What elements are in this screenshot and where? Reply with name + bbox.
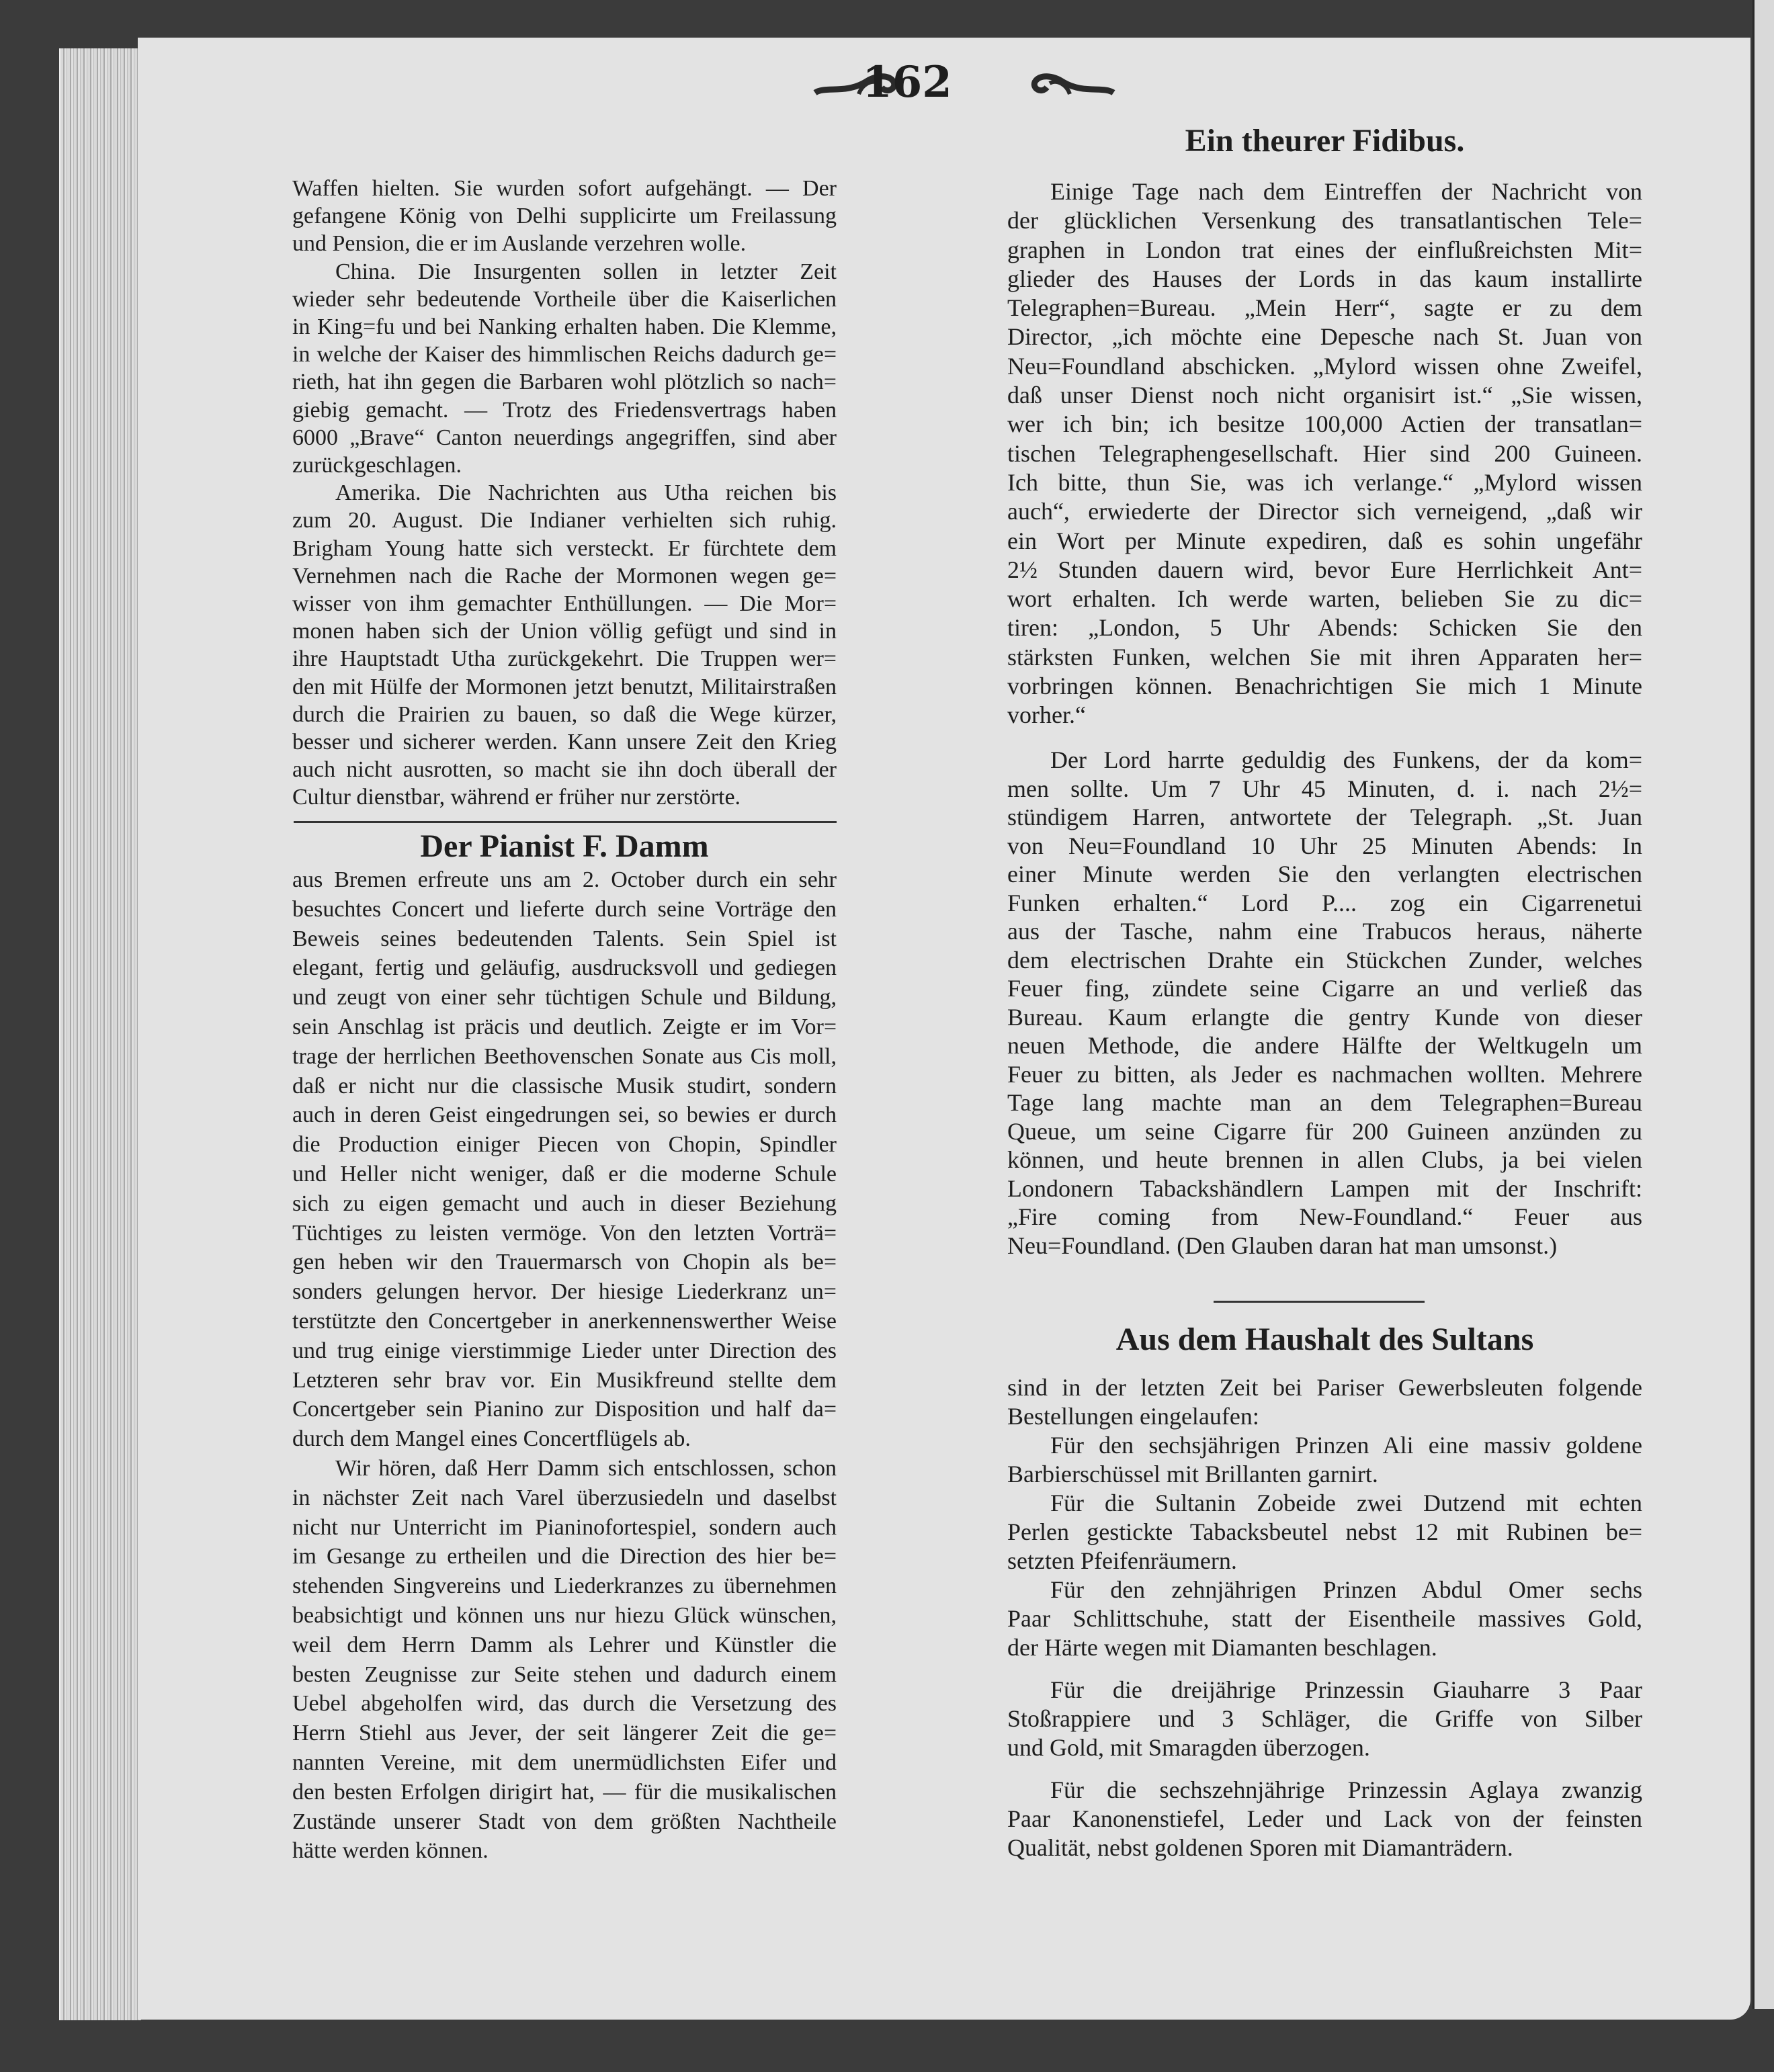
text-line: Neu=Foundland abschicken. „Mylord wissen ohne Zweifel, <box>1007 352 1642 380</box>
text-line: wer ich bin; ich besitze 100,000 Actien der transatlan= <box>1007 411 1642 438</box>
text-line: Einige Tage nach dem Eintreffen der Nachricht von <box>1050 178 1642 205</box>
text-line: besser und sicherer werden. Kann unsere Zeit den Krieg <box>292 730 837 755</box>
text-line: Paar Kanonenstiefel, Leder und Lack von der feinsten <box>1007 1805 1642 1832</box>
text-line: Tage lang machte man an dem Telegraphen=Bureau <box>1007 1089 1642 1116</box>
text-line: elegant, fertig und geläufig, ausdrucksvoll und gediegen <box>292 955 837 981</box>
paragraph <box>1007 1575 1642 1662</box>
text-line: in nächster Zeit nach Varel überzusiedeln und daselbst <box>292 1485 837 1510</box>
text-line: vorher.“ <box>1007 701 1086 729</box>
text-line: und Heller nicht weniger, daß er die moderne Schule <box>292 1161 837 1186</box>
text-line: wieder sehr bedeutende Vortheile über die Kaiserlichen <box>292 286 837 312</box>
text-line: Brigham Young hatte sich versteckt. Er fürchtete dem <box>292 535 837 561</box>
text-line: den besten Erfolgen dirigirt hat, — für die musikalischen <box>292 1779 837 1805</box>
article-sultan <box>1007 1373 1642 1862</box>
text-line: auch“, erwiederte der Director sich verneigend, „daß wir <box>1007 498 1642 525</box>
text-line: graphen in London trat eines der einflußreichsten Mit= <box>1007 236 1642 263</box>
text-line: stärksten Funken, welchen Sie mit ihren Apparaten her= <box>1007 643 1642 671</box>
text-line: einer Minute werden Sie den verlangten electrischen <box>1007 861 1642 888</box>
text-line: hätte werden können. <box>292 1838 489 1864</box>
text-line: der glücklichen Versenkung des transatlantischen Tele= <box>1007 207 1642 234</box>
text-line: stündigem Harren, antwortete der Telegraph. „St. Juan <box>1007 804 1642 830</box>
text-line: Funken erhalten.“ Lord P.... zog ein Cigarrenetui <box>1007 889 1642 916</box>
text-line: der Härte wegen mit Diamanten beschlagen. <box>1007 1634 1437 1661</box>
text-line: und trug einige vierstimmige Lieder unter Direction des <box>292 1338 837 1363</box>
text-line: men sollte. Um 7 Uhr 45 Minuten, d. i. nach 2½= <box>1007 775 1642 802</box>
heading-pianist: Der Pianist F. Damm <box>420 828 709 864</box>
text-line: neuen Methode, die andere Hälfte der Weltkugeln um <box>1007 1032 1642 1059</box>
text-line: wisser von ihm gemachter Enthüllungen. — Die Mor= <box>292 591 837 617</box>
text-line: Beweis seines bedeutenden Talents. Sein Spiel ist <box>292 926 837 951</box>
text-line: Perlen gestickte Tabacksbeutel nebst 12 mit Rubinen be= <box>1007 1518 1642 1545</box>
text-line: sein Anschlag ist präcis und deutlich. Zeigte er im Vor= <box>292 1014 837 1039</box>
text-line: tiren: „London, 5 Uhr Abends: Schicken Sie den <box>1007 614 1642 642</box>
text-line: zum 20. August. Die Indianer verhielten sich ruhig. <box>292 508 837 533</box>
text-line: Für die sechszehnjährige Prinzessin Aglaya zwanzig <box>1050 1776 1642 1803</box>
right-ornament-icon <box>1029 67 1117 101</box>
text-line: Paar Schlittschuhe, statt der Eisentheile massives Gold, <box>1007 1605 1642 1632</box>
text-line: 2½ Stunden dauern wird, bevor Eure Herrlichkeit Ant= <box>1007 556 1642 583</box>
text-line: Bureau. Kaum erlangte die gentry Kunde von dieser <box>1007 1003 1642 1031</box>
text-line: Feuer zu bitten, als Jeder es nachmachen wollten. Mehrere <box>1007 1060 1642 1088</box>
text-line: Zustände unserer Stadt von dem größten Nachtheile <box>292 1809 837 1834</box>
text-line: sonders gelungen hervor. Der hiesige Liederkranz un= <box>292 1279 837 1305</box>
text-line: Für den sechsjährigen Prinzen Ali eine massiv goldene <box>1050 1432 1642 1459</box>
text-line: Barbierschüssel mit Brillanten garnirt. <box>1007 1461 1378 1487</box>
text-line: Queue, um seine Cigarre für 200 Guineen anzünden zu <box>1007 1117 1642 1145</box>
text-line: tischen Telegraphengesellschaft. Hier sind 200 Guineen. <box>1007 439 1642 467</box>
text-line: Telegraphen=Bureau. „Mein Herr“, sagte er zu dem <box>1007 294 1642 322</box>
paragraph <box>1007 177 1642 730</box>
text-line: durch dem Mangel eines Concertflügels ab. <box>292 1426 691 1452</box>
paragraph <box>1007 1373 1642 1431</box>
text-line: Für die Sultanin Zobeide zwei Dutzend mit echten <box>1050 1490 1642 1516</box>
text-line: Bestellungen eingelaufen: <box>1007 1403 1259 1430</box>
paragraph <box>292 1454 837 1866</box>
text-line: glieder des Hauses der Lords in das kaum installirte <box>1007 265 1642 292</box>
heading-fidibus: Ein theurer Fidibus. <box>1185 123 1465 159</box>
text-line: dem electrischen Drahte ein Stückchen Zunder, welches <box>1007 946 1642 974</box>
text-line: vorbringen können. Benachrichtigen Sie mich 1 Minute <box>1007 673 1642 700</box>
text-line: Director, „ich möchte eine Depesche nach St. Juan von <box>1007 323 1642 351</box>
text-line: 6000 „Brave“ Canton neuerdings angegriffen, sind aber <box>292 425 837 450</box>
text-line: Stoßrappiere und 3 Schläger, die Griffe von Silber <box>1007 1705 1642 1732</box>
text-line: und Pension, die er im Auslande verzehren wolle. <box>292 231 747 257</box>
text-line: gefangene König von Delhi supplicirte um Freilassung <box>292 204 837 229</box>
text-line: die Production einiger Piecen von Chopin, Spindler <box>292 1132 837 1158</box>
column-divider <box>294 821 837 823</box>
text-line: Der Lord harrte geduldig des Funkens, der da kom= <box>1050 746 1642 773</box>
text-line: besten Zeugnisse zur Seite stehen und dadurch einem <box>292 1661 837 1687</box>
text-line: sich zu eigen gemacht und auch in dieser Beziehung <box>292 1191 837 1216</box>
text-line: Wir hören, daß Herr Damm sich entschlossen, schon <box>335 1455 837 1481</box>
paragraph <box>292 258 837 480</box>
text-line: auch nicht ausrotten, so macht sie ihn doch überall der <box>292 757 837 783</box>
paragraph <box>292 479 837 811</box>
text-line: in King=fu und bei Nanking erhalten haben. Die Klemme, <box>292 314 837 340</box>
text-line: terstützte den Concertgeber in anerkennenswerther Weise <box>292 1308 837 1334</box>
paragraph <box>1007 746 1642 1260</box>
facing-page-edge <box>1752 0 1774 2009</box>
text-line: im Gesange zu ertheilen und die Direction des hier be= <box>292 1544 837 1569</box>
paragraph <box>1007 1489 1642 1575</box>
text-line: nicht nur Unterricht im Pianinofortespiel, sondern auch <box>292 1514 837 1540</box>
section-divider <box>1214 1301 1425 1303</box>
text-line: giebig gemacht. — Trotz des Friedensvertrags haben <box>292 397 837 423</box>
text-line: Qualität, nebst goldenen Sporen mit Diamanträdern. <box>1007 1834 1513 1861</box>
text-line: daß unser Dienst noch nicht organisirt ist.“ „Sie wissen, <box>1007 382 1642 409</box>
text-line: Vernehmen nach die Rache der Mormonen wegen ge= <box>292 563 837 589</box>
text-line: rieth, hat ihn gegen die Barbaren wohl plötzlich so nach= <box>292 370 837 395</box>
paragraph <box>1007 1431 1642 1489</box>
text-line: aus der Tasche, nahm eine Trabucos heraus, näherte <box>1007 918 1642 945</box>
text-line: Concertgeber sein Pianino zur Disposition und half da= <box>292 1397 837 1422</box>
text-line: monen haben sich der Union völlig gefügt und sind in <box>292 619 837 644</box>
text-line: den mit Hülfe der Mormonen jetzt benutzt, Militairstraßen <box>292 674 837 699</box>
text-line: und Gold, mit Smaragden überzogen. <box>1007 1734 1370 1761</box>
text-line: Neu=Foundland. (Den Glauben daran hat man umsonst.) <box>1007 1232 1558 1259</box>
text-line: wort erhalten. Ich werde warten, belieben Sie zu dic= <box>1007 585 1642 613</box>
text-line: Herrn Stiehl aus Jever, der seit längerer Zeit die ge= <box>292 1721 837 1746</box>
text-line: sind in der letzten Zeit bei Pariser Gewerbsleuten folgende <box>1007 1374 1642 1401</box>
text-line: aus Bremen erfreute uns am 2. October durch ein sehr <box>292 867 837 892</box>
text-line: in welche der Kaiser des himmlischen Reichs dadurch ge= <box>292 342 837 368</box>
text-line: auch in deren Geist eingedrungen sei, so bewies er durch <box>292 1103 837 1128</box>
text-line: nannten Vereine, mit dem unermüdlichsten Eifer und <box>292 1750 837 1775</box>
text-line: Amerika. Die Nachrichten aus Utha reichen bis <box>335 480 837 506</box>
text-line: Ich bitte, thun Sie, was ich verlange.“ „Mylord wissen <box>1007 468 1642 496</box>
text-line: durch die Prairien zu bauen, so daß die Wege kürzer, <box>292 701 837 727</box>
text-line: Cultur dienstbar, während er früher nur zerstörte. <box>292 785 741 810</box>
text-line: daß er nicht nur die classische Musik studirt, sondern <box>292 1073 837 1098</box>
text-line: Tüchtiges zu leisten vermöge. Von den letzten Vorträ= <box>292 1220 837 1246</box>
text-line: Letzteren sehr brav vor. Ein Musikfreund stellte dem <box>292 1367 837 1393</box>
article-fidibus-part1 <box>1007 177 1642 730</box>
paragraph <box>1007 1776 1642 1862</box>
text-line: Londonern Tabackshändlern Lampen mit der Inschrift: <box>1007 1174 1642 1202</box>
page-number: 162 <box>862 57 952 107</box>
article-pianist <box>292 865 837 1866</box>
text-line: gen heben wir den Trauermarsch von Chopin als be= <box>292 1250 837 1275</box>
text-line: von Neu=Foundland 10 Uhr 25 Minuten Abends: In <box>1007 832 1642 859</box>
heading-sultan: Aus dem Haushalt des Sultans <box>1115 1322 1534 1357</box>
article-fidibus-part2 <box>1007 746 1642 1260</box>
text-line: beabsichtigt und können uns nur hiezu Glück wünschen, <box>292 1602 837 1628</box>
text-line: ihre Hauptstadt Utha zurückgekehrt. Die Truppen wer= <box>292 646 837 672</box>
article-news-continued <box>292 175 837 812</box>
text-line: Waffen hielten. Sie wurden sofort aufgehängt. — Der <box>292 176 837 201</box>
text-line: können, und heute brennen in allen Clubs, ja bei vielen <box>1007 1146 1642 1173</box>
text-line: trage der herrlichen Beethovenschen Sonate aus Cis moll, <box>292 1043 837 1069</box>
text-line: Feuer fing, zündete seine Cigarre an und verließ das <box>1007 975 1642 1002</box>
text-line: Uebel abgeholfen wird, das durch die Versetzung des <box>292 1691 837 1717</box>
paragraph <box>1007 1676 1642 1762</box>
paragraph <box>292 865 837 1454</box>
text-line: China. Die Insurgenten sollen in letzter Zeit <box>335 259 837 284</box>
text-line: Für den zehnjährigen Prinzen Abdul Omer sechs <box>1050 1576 1642 1603</box>
text-line: weil dem Herrn Damm als Lehrer und Künstler die <box>292 1632 837 1657</box>
text-line: besuchtes Concert und lieferte durch seine Vorträge den <box>292 896 837 922</box>
paragraph <box>292 175 837 258</box>
text-line: „Fire coming from New-Foundland.“ Feuer aus <box>1007 1203 1642 1230</box>
book-page-stack <box>59 48 141 2020</box>
text-line: zurückgeschlagen. <box>292 453 462 478</box>
text-line: und zeugt von einer sehr tüchtigen Schule und Bildung, <box>292 985 837 1010</box>
text-line: ein Wort per Minute expediren, daß es sohin ungefähr <box>1007 527 1642 554</box>
text-line: setzten Pfeifenräumern. <box>1007 1547 1237 1574</box>
text-line: stehenden Singvereins und Liederkranzes zu übernehmen <box>292 1573 837 1599</box>
text-line: Für die dreijährige Prinzessin Giauharre 3 Paar <box>1050 1676 1642 1703</box>
